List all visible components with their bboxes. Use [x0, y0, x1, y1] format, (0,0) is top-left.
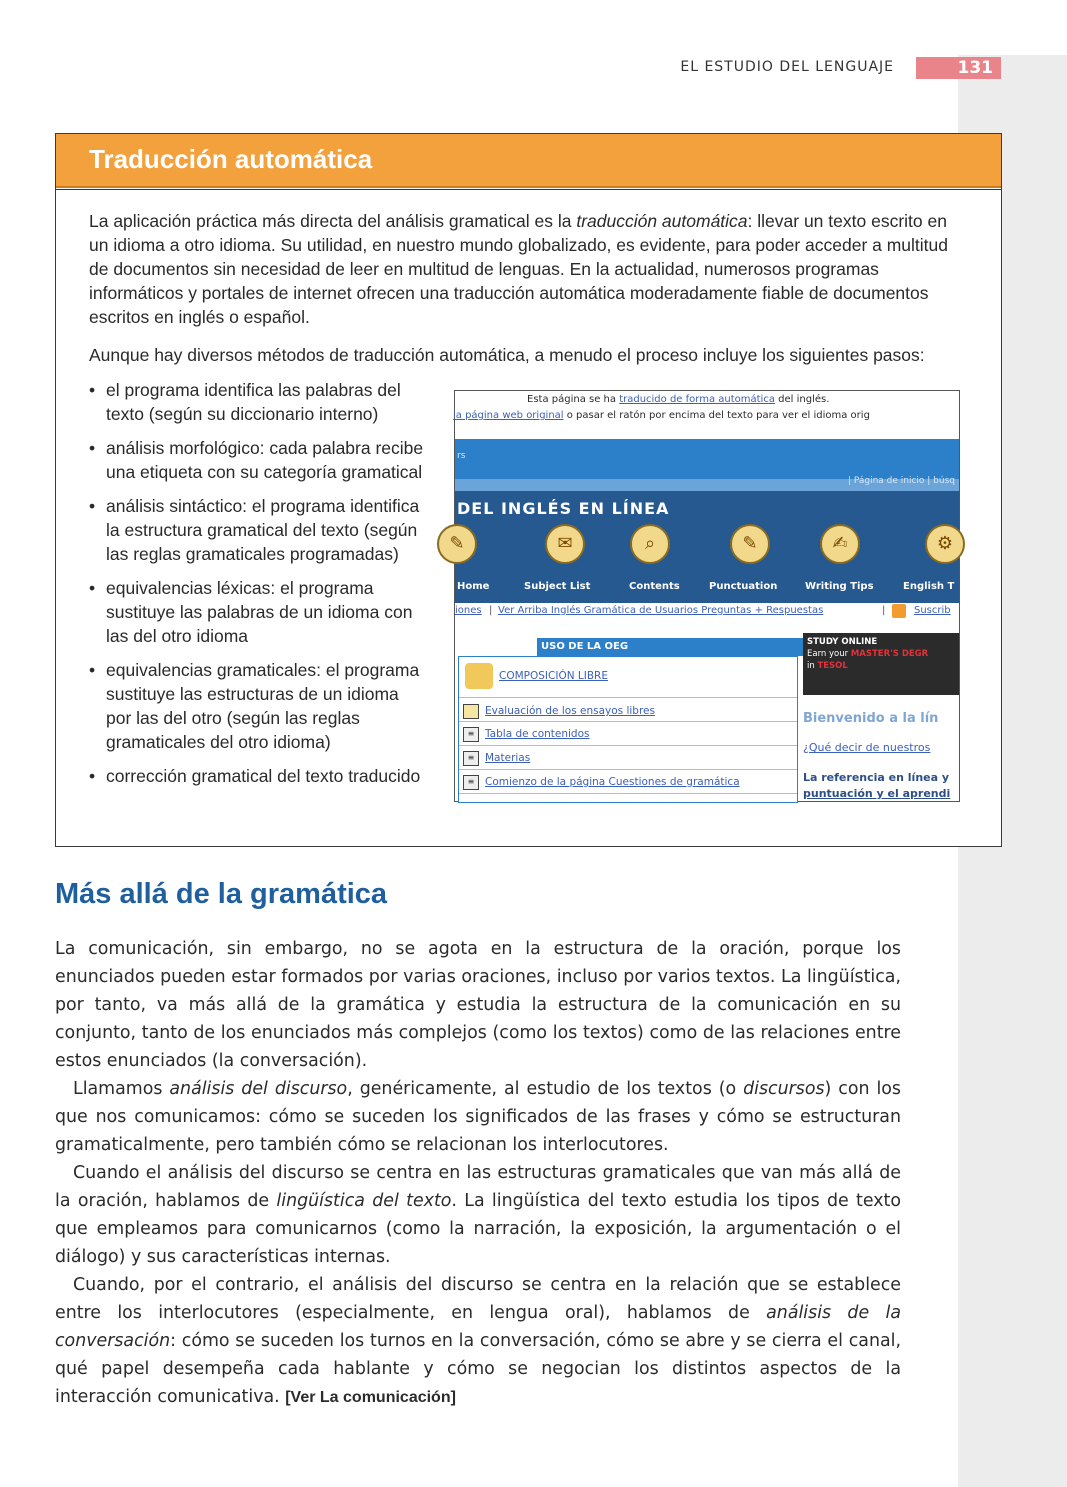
rss-icon[interactable] [892, 604, 906, 618]
sub-nav: iones | Ver Arriba Inglés Gramática de Usuarios Preguntas + Respuestas | Suscrib [455, 603, 959, 621]
contents-search-icon[interactable]: ⌕ [630, 524, 670, 564]
box-header [56, 134, 1001, 188]
folder-icon [463, 704, 479, 719]
whats-link[interactable]: ¿Qué decir de nuestros [803, 741, 931, 754]
welcome-heading: Bienvenido a la lín [803, 711, 939, 726]
box-paragraph-2: Aunque hay diversos métodos de traducción automática, a menudo el proceso incluye los siguientes pasos: [89, 345, 925, 365]
menu-item[interactable]: ≡ Comienzo de la página Cuestiones de gramática [459, 771, 797, 794]
tab-uso-oeg[interactable]: USO DE LA OEG [537, 638, 803, 656]
reference-text: La referencia en línea y [803, 771, 950, 784]
nav-home[interactable]: Home [457, 581, 490, 592]
document-icon: ≡ [463, 727, 479, 742]
paragraph: Cuando, por el contrario, el análisis del discurso se centra en la relación que se establece entre los interlocutores (especialmente, en lengua oral), hablamos de análisis de la conversación: cómo se suceden los turnos en la conversación, cómo se abre y se cierra el canal, qué papel desempeña cada hablante y cómo se negocian los distintos aspectos de la interacción comunicativa. [Ver La comunicación] [55, 1275, 901, 1407]
translation-banner: Esta página se ha traducido de forma automática del inglés. [527, 394, 830, 405]
paragraph: Llamamos análisis del discurso, genéricamente, al estudio de los textos (o discursos) con los que nos comunicamos: cómo se suceden los significados de las frases y cómo se estructuran gramaticalmente, pero también cómo se relacionan los interlocutores. [55, 1079, 901, 1155]
compose-icon [465, 663, 493, 689]
home-icon[interactable]: ✎ [437, 524, 477, 564]
menu-item[interactable]: ≡ Materias [459, 747, 797, 770]
paragraph: Cuando el análisis del discurso se centra en las estructuras gramaticales que van más allá de la oración, hablamos de lingüística del texto. La lingüística del texto estudia los tipos de texto que empleamos para comunicarnos (como la narración, la exposición, la argumentación o el diálogo) y sus características internas. [55, 1163, 901, 1267]
nav-english[interactable]: English T [903, 581, 955, 592]
box-divider [56, 189, 1001, 190]
reference-link[interactable]: puntuación y el aprendi [803, 787, 951, 800]
content-menu [458, 656, 798, 803]
translated-website-screenshot [449, 390, 960, 802]
site-title: DEL INGLÉS EN LÍNEA [457, 499, 670, 518]
running-head [560, 57, 993, 79]
original-page-link[interactable]: la página web original [453, 410, 564, 421]
translation-banner-2: la página web original o pasar el ratón por encima del texto para ver el idioma orig [453, 410, 870, 421]
section-title: Más allá de la gramática [55, 878, 388, 910]
section-body [55, 935, 901, 1412]
steps-list [86, 378, 426, 798]
top-links[interactable]: | Página de inicio | búsq [847, 476, 955, 486]
box-paragraph-1: La aplicación práctica más directa del análisis gramatical es la traducción automática: llevar un texto escrito en un idioma a otro idioma. Su utilidad, en nuestro mundo globalizado, es evidente, para poder acceder a multitud de documentos sin necesidad de leer en multitud de lenguas. En la actualidad, numerosos programas informáticos y portales de internet ofrecen una traducción automática moderadamente fiable de documentos escritos en inglés o español. [89, 211, 949, 327]
menu-item[interactable]: Evaluación de los ensayos libres [459, 701, 797, 722]
paragraph: La comunicación, sin embargo, no se agota en la estructura de la oración, porque los enunciados pueden estar formados por varias oraciones, incluso por varios textos. La lingüística, por tanto, va más allá de la gramática y estudia la estructura de la comunicación en su conjunto, tanto de los enunciados más complejos (como los textos) como de las relaciones entre estos enunciados (la conversación). [55, 939, 901, 1071]
translation-link[interactable]: traducido de forma automática [619, 394, 775, 405]
nav-punctuation[interactable]: Punctuation [709, 581, 778, 592]
document-icon: ≡ [463, 775, 479, 790]
nav-labels [455, 581, 959, 595]
box-title: Traducción automática [89, 144, 373, 174]
nav-contents[interactable]: Contents [629, 581, 680, 592]
list-item: • equivalencias léxicas: el programa sustituye las palabras de un idioma con las del otro idioma [86, 576, 426, 648]
list-item: • equivalencias gramaticales: el programa sustituye las estructuras de un idioma por las del otro (según las reglas gramaticales del otro idioma) [86, 658, 426, 754]
list-item: • análisis sintáctico: el programa identifica la estructura gramatical del texto (según las reglas gramaticales programadas) [86, 494, 426, 566]
punctuation-icon[interactable]: ✎ [730, 524, 770, 564]
nav-writing-tips[interactable]: Writing Tips [805, 581, 874, 592]
nav-icon-row [449, 524, 959, 568]
cross-reference[interactable]: [Ver La comunicación] [285, 1389, 456, 1406]
site-header-band: rs [455, 439, 959, 479]
menu-item[interactable]: COMPOSICIÓN LIBRE [459, 657, 797, 698]
page-number: 131 [916, 57, 1001, 79]
ad-banner[interactable]: STUDY ONLINE Earn your MASTER'S DEGR in TESOL [803, 633, 959, 695]
list-item: • análisis morfológico: cada palabra recibe una etiqueta con su categoría gramatical [86, 436, 426, 484]
list-item: • corrección gramatical del texto traducido [86, 764, 426, 788]
menu-item[interactable]: ≡ Tabla de contenidos [459, 723, 797, 746]
list-item: • el programa identifica las palabras del texto (según su diccionario interno) [86, 378, 426, 426]
english-icon[interactable]: ⚙ [925, 524, 965, 564]
document-icon: ≡ [463, 751, 479, 766]
nav-subject-list[interactable]: Subject List [524, 581, 591, 592]
running-head-title: EL ESTUDIO DEL LENGUAJE [680, 59, 894, 75]
writing-tips-icon[interactable]: ✍ [820, 524, 860, 564]
subject-list-icon[interactable]: ✉ [545, 524, 585, 564]
